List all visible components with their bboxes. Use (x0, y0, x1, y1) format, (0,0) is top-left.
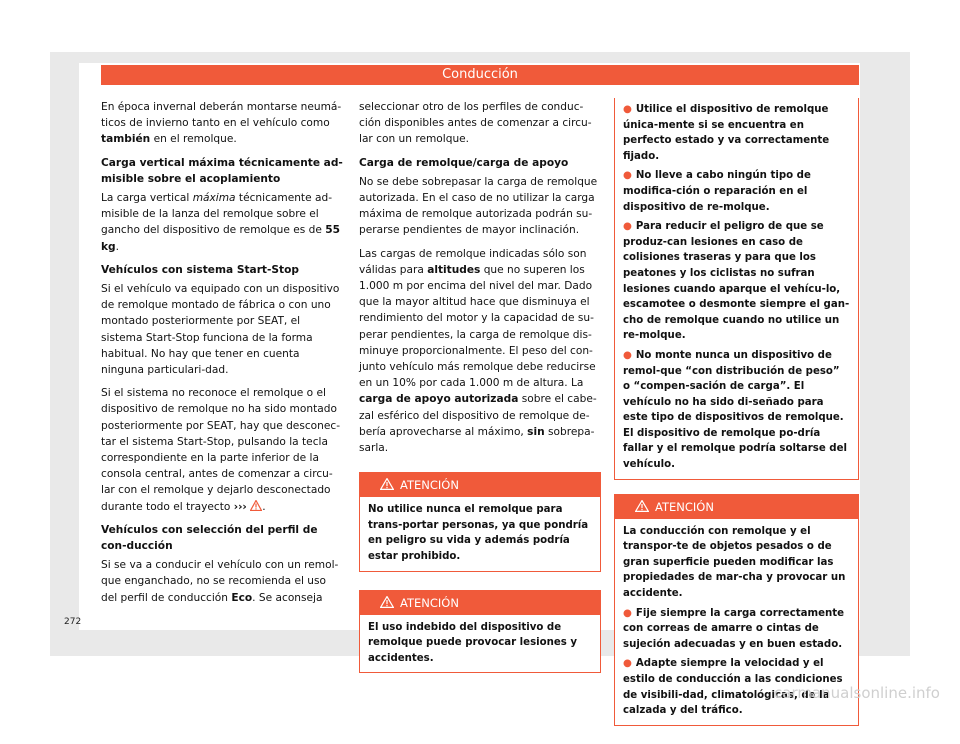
warning-header: ATENCIÓN (360, 473, 600, 497)
bullet-dot-icon: ● (623, 170, 632, 182)
paragraph: Si el sistema no reconoce el remolque o el dispositivo de remolque no ha sido montado posteriormente por SEAT, hay que desconec-tar el sistema Start-Stop, pulsando la tecla correspondiente en la parte inferior de la consola central, antes de comenzar a circu-lar con el remolque y dejarlo desconectado durante todo el trayecto ››› . (101, 387, 341, 513)
watermark: carmanualsonline.info (774, 684, 940, 702)
column-3 (614, 98, 859, 744)
paragraph: No se debe sobrepasar la carga de remolque autorizada. En el caso de no utilizar la carga máxima de remolque autorizada podrán su-perarse pendientes de mayor inclinación. (359, 175, 598, 237)
section-heading: Vehículos con sistema Start-Stop (101, 263, 299, 276)
paragraph: Si el vehículo va equipado con un dispositivo de remolque montado de fábrica o con uno montado posteriormente por SEAT, el sistema Start-Stop funciona de la forma habitual. No hay que tener en cuenta ninguna particulari-dad. (101, 283, 340, 377)
warning-box (359, 472, 601, 571)
bullet-dot-icon: ● (623, 658, 632, 670)
cross-reference-link[interactable]: ››› (233, 500, 247, 513)
bullet-dot-icon: ● (623, 104, 632, 115)
page-header: Conducción (101, 65, 859, 85)
bullet-dot-icon: ● (623, 349, 632, 361)
page-number: 272 (64, 617, 82, 627)
warning-header: ATENCIÓN (360, 591, 600, 615)
bullet-dot-icon: ● (623, 221, 632, 233)
warning-box (359, 590, 601, 674)
warning-body: La conducción con remolque y el transpor-te de objetos pesados o de gran superficie pueden modificar las propiedades de mar-cha y provocar un accidente. ● Fije siempre la carga correctamente con correas de amarre o cintas de sujeción adecuadas y en buen estado. ● Adapte siempre la velocidad y el estilo de conducción a las condiciones de visibili-dad, climatológicas, de la calzada y del tráfico. (615, 519, 858, 725)
list-item: ● No lleve a cabo ningún tipo de modifica-ción o reparación en el dispositivo de re-molque. (623, 170, 811, 213)
list-item: ● No monte nunca un dispositivo de remol-que “con distribución de peso” o “compen-sación de carga”. El vehículo no ha sido di-señado para este tipo de dispositivos de remolque. El dispositivo de remolque po-dría fallar y el remolque podría soltarse del vehículo. (623, 349, 847, 471)
warning-triangle-icon (380, 478, 394, 490)
warning-triangle-icon (380, 596, 394, 608)
warning-triangle-icon (635, 500, 649, 512)
paragraph: seleccionar otro de los perfiles de conduc-ción disponibles antes de comenzar a circu-lar con un remolque. (359, 101, 592, 146)
column-2 (359, 99, 601, 691)
list-item: ● Fije siempre la carga correctamente con correas de amarre o cintas de sujeción adecuadas y en buen estado. (623, 607, 845, 650)
warning-triangle-icon (250, 500, 262, 511)
paragraph: En época invernal deberán montarse neumá-ticos de invierno tanto en el vehículo como también en el remolque. (101, 101, 342, 146)
list-item: ● Utilice el dispositivo de remolque única-mente si se encuentra en perfecto estado y va correctamente fijado. (623, 104, 830, 162)
paragraph: Las cargas de remolque indicadas sólo son válidas para altitudes que no superen los 1.000 m por encima del nivel del mar. Dado que la mayor altitud hace que disminuya el rendimiento del motor y la capacidad de su-perar pendientes, la carga de remolque dis-minuye proporcionalmente. El peso del con-junto vehículo más remolque debe reducirse en un 10% por cada 1.000 m de altura. La carga de apoyo autorizada sobre el cabe-zal esférico del dispositivo de remolque de-bería aprovecharse al máximo, sin sobrepa-sarla. (359, 247, 597, 455)
paragraph: Si se va a conducir el vehículo con un remol-que enganchado, no se recomienda el uso del perfil de conducción Eco. Se aconseja (101, 559, 339, 604)
section-heading: Carga vertical máxima técnicamente ad-misible sobre el acoplamiento (101, 156, 343, 185)
warning-body: El uso indebido del dispositivo de remolque puede provocar lesiones y accidentes. (368, 621, 578, 664)
list-item: ● Adapte siempre la velocidad y el estilo de conducción a las condiciones de visibili-dad, climatológicas, de la calzada y del tráfico. (623, 658, 843, 717)
warning-box-continued (614, 98, 859, 480)
warning-body: No utilice nunca el remolque para trans-portar personas, ya que pondría en peligro su vida y además podría estar prohibido. (368, 504, 589, 563)
warning-body (615, 98, 858, 479)
bullet-dot-icon: ● (623, 607, 632, 619)
column-1 (101, 99, 343, 613)
section-heading: Carga de remolque/carga de apoyo (359, 156, 569, 169)
warning-header: ATENCIÓN (615, 495, 858, 519)
paragraph: La carga vertical máxima técnicamente ad-misible de la lanza del remolque sobre el gancho del dispositivo de remolque es de 55 kg. (101, 192, 341, 253)
section-heading: Vehículos con selección del perfil de con-ducción (101, 523, 318, 553)
list-item: ● Para reducir el peligro de que se produz-can lesiones en caso de colisiones traseras y para que los peatones y los ciclistas no sufran lesiones cuando aparque el vehícu-lo, escamotee o desmonte siempre el gan-cho de remolque cuando no utilice un re-molque. (623, 221, 850, 342)
